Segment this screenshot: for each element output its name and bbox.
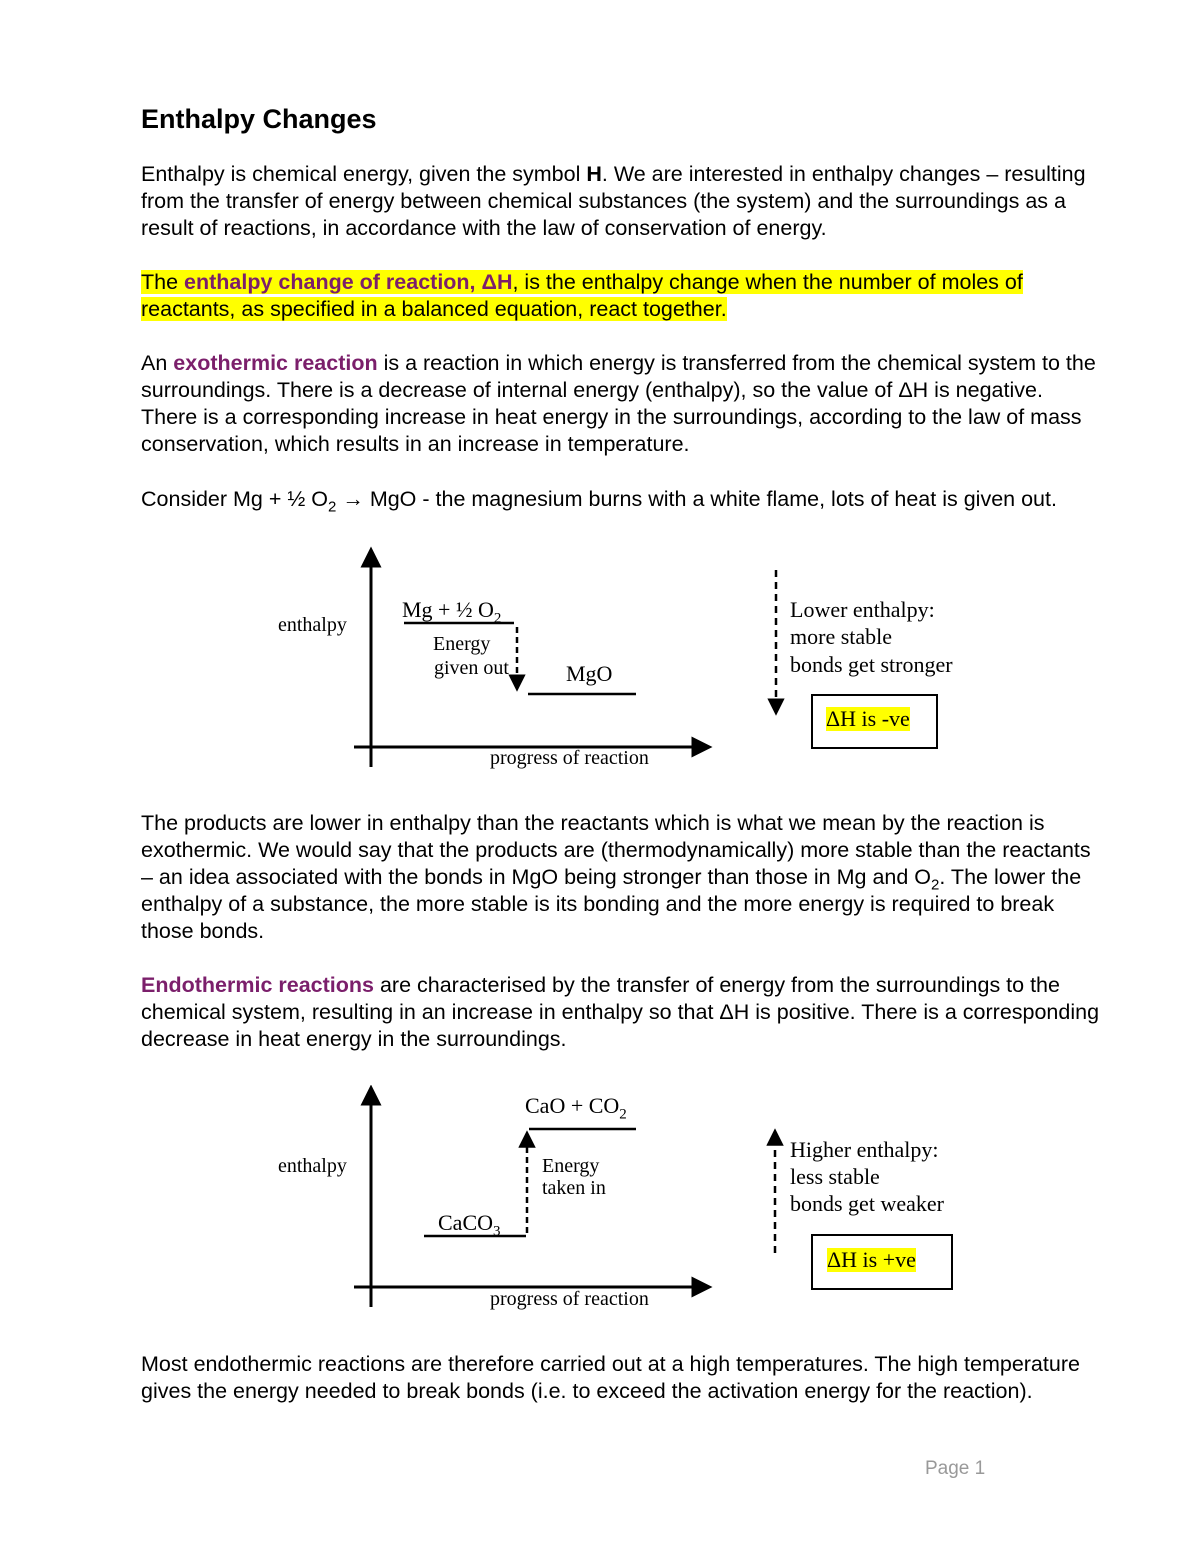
definition-text-2: , is the enthalpy change when the number of moles of reactants, as specified in a balanced equation, react together. <box>141 270 1023 321</box>
products-text-1: The products are lower in enthalpy than the reactants which is what we mean by the reaction is exothermic. We would say that the products are (thermodynamically) more stable than the reactants – an idea associated with the bonds in MgO being stronger than those in Mg and O <box>141 811 1091 889</box>
y-axis-label: enthalpy <box>278 614 347 636</box>
example-text-1: Consider Mg + ½ O <box>141 487 329 511</box>
reactant-label <box>402 597 502 627</box>
energy-label-1: Energy <box>542 1155 600 1177</box>
reactant-text: Mg + ½ O <box>402 597 494 622</box>
side-label-1: Higher enthalpy: <box>790 1137 939 1162</box>
closing-paragraph: Most endothermic reactions are therefore carried out at a high temperatures. The high temperature gives the energy needed to break bonds (i.e. to exceed the activation energy for the reaction). <box>141 1352 1080 1403</box>
products-paragraph <box>141 810 1101 945</box>
delta-h-negative-label: ΔH is -ve <box>826 706 910 731</box>
side-label-3: bonds get weaker <box>790 1191 944 1216</box>
intro-paragraph <box>141 161 1101 242</box>
x-axis-label: progress of reaction <box>490 747 649 769</box>
enthalpy-symbol: H <box>586 162 602 186</box>
side-label-1: Lower enthalpy: <box>790 597 935 622</box>
delta-h-negative-box <box>811 694 938 749</box>
side-label-2: more stable <box>790 624 893 649</box>
page-number: Page 1 <box>925 1458 986 1479</box>
definition-paragraph <box>141 269 1101 323</box>
energy-label-2: given out <box>434 657 509 679</box>
endothermic-text: are characterised by the transfer of energy from the surroundings to the chemical system, resulting in an increase in enthalpy so that ΔH is positive. There is a corresponding decrease in heat energy in the surroundings. <box>141 973 1100 1051</box>
page-title: Enthalpy Changes <box>141 104 377 134</box>
exothermic-text-2: is a reaction in which energy is transferred from the chemical system to the surroundings. There is a decrease of internal energy (enthalpy), so the value of ΔH is negative. There is a corresponding increase in heat energy in the surroundings, according to the law of mass conservation, which results in an increase in temperature. <box>141 351 1096 456</box>
x-axis-label: progress of reaction <box>490 1288 649 1310</box>
energy-label-1: Energy <box>433 633 491 655</box>
example-paragraph <box>141 486 1101 516</box>
intro-text-1: Enthalpy is chemical energy, given the symbol <box>141 162 587 186</box>
exothermic-term: exothermic reaction <box>173 351 378 375</box>
exothermic-text-1: An <box>141 351 174 375</box>
endothermic-diagram <box>250 1085 1000 1325</box>
side-label-3: bonds get stronger <box>790 652 953 677</box>
example-text-2: MgO - the magnesium burns with a white flame, lots of heat is given out. <box>363 487 1057 511</box>
product-subscript: 2 <box>619 1106 627 1123</box>
products-text-2: . The lower the enthalpy of a substance, the more stable is its bonding and the more energy is required to break those bonds. <box>141 865 1082 943</box>
exothermic-paragraph <box>141 350 1101 458</box>
exothermic-diagram <box>250 545 1000 785</box>
product-label <box>525 1093 627 1123</box>
intro-text-2: . We are interested in enthalpy changes – resulting from the transfer of energy between chemical substances (the system) and the surroundings as a result of reactions, in accordance with the law of conservation of energy. <box>141 162 1086 240</box>
reactant-subscript: 3 <box>493 1223 501 1240</box>
definition-text-1: The <box>141 270 185 294</box>
endothermic-paragraph <box>141 972 1101 1053</box>
delta-h-positive-label: ΔH is +ve <box>827 1247 916 1272</box>
energy-label-2: taken in <box>542 1177 606 1199</box>
delta-h-positive-box <box>811 1234 953 1290</box>
definition-term: enthalpy change of reaction, ΔH <box>184 270 513 294</box>
endothermic-term: Endothermic reactions <box>141 973 374 997</box>
example-subscript: 2 <box>328 498 337 516</box>
side-label-2: less stable <box>790 1164 880 1189</box>
y-axis-label: enthalpy <box>278 1155 347 1177</box>
reactant-label <box>438 1210 501 1240</box>
product-label: MgO <box>566 661 613 686</box>
product-text: CaO + CO <box>525 1093 620 1118</box>
products-subscript: 2 <box>931 876 940 894</box>
reactant-subscript: 2 <box>493 610 502 627</box>
reaction-arrow-icon: → <box>342 487 364 511</box>
reactant-text: CaCO <box>438 1210 493 1235</box>
